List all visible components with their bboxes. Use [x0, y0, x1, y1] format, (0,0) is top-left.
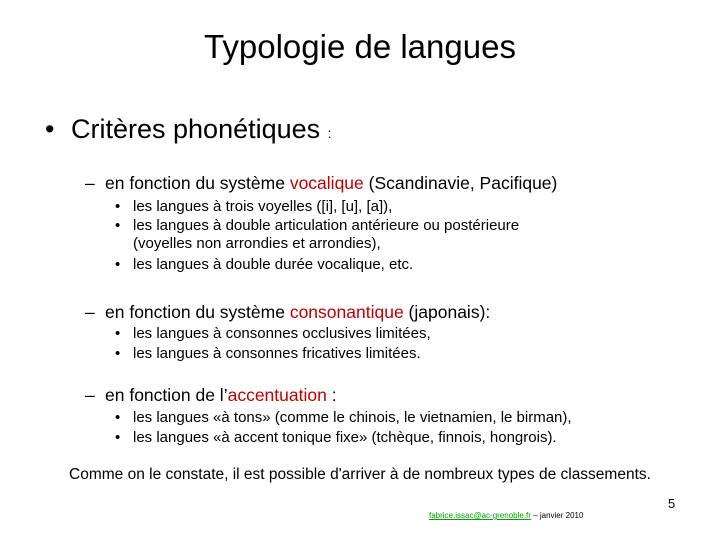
list-item-text: les langues «à accent tonique fixe» (tchèque, finnois, hongrois).: [133, 429, 557, 446]
section-vocalic: [85, 173, 557, 194]
author-credit: [429, 511, 583, 520]
heading-bullet: •: [45, 114, 55, 144]
section-suffix: :: [326, 385, 337, 405]
sub-bullet: •: [115, 256, 121, 273]
sub-bullet: •: [115, 325, 121, 342]
sub-bullet: •: [115, 429, 121, 446]
section-suffix: (japonais):: [403, 302, 491, 322]
section-consonantal: [85, 302, 490, 323]
list-item: [115, 429, 557, 447]
credit-date: – janvier 2010: [530, 511, 584, 520]
section-suffix: (Scandinavie, Pacifique): [363, 173, 558, 193]
section-keyword: accentuation: [227, 385, 327, 405]
list-item-text: les langues à consonnes occlusives limitées,: [133, 325, 431, 342]
section-prefix: en fonction du système: [105, 173, 290, 193]
section-dash: –: [85, 302, 95, 322]
section-dash: –: [85, 173, 95, 193]
list-item-text: les langues «à tons» (comme le chinois, le vietnamien, le birman),: [133, 409, 572, 426]
heading-phonetic-criteria: [45, 114, 332, 145]
section-dash: –: [85, 385, 95, 405]
list-item: [115, 325, 431, 343]
section-prefix: en fonction du système: [105, 302, 290, 322]
conclusion-text: Comme on le constate, il est possible d'arriver à de nombreux types de classements.: [69, 466, 651, 483]
list-item: [115, 256, 413, 274]
section-accentuation: [85, 385, 337, 406]
list-item: [115, 198, 392, 216]
heading-text: Critères phonétiques: [71, 114, 321, 144]
list-item-text: les langues à double durée vocalique, etc.: [133, 256, 414, 273]
section-keyword: vocalique: [289, 173, 364, 193]
slide-title: Typologie de langues: [204, 28, 516, 65]
list-item-text: les langues à trois voyelles ([i], [u], [a]),: [133, 198, 393, 215]
list-item: [115, 409, 572, 427]
sub-bullet: •: [115, 217, 121, 234]
author-email-link[interactable]: fabrice.issac@ac-grenoble.fr: [429, 511, 531, 520]
list-item: [115, 345, 421, 363]
list-item-text: les langues à double articulation antérieure ou postérieure: [133, 217, 520, 234]
section-prefix: en fonction de l’: [105, 385, 228, 405]
list-item: [115, 217, 519, 235]
page-number: 5: [668, 496, 676, 511]
heading-colon: :: [327, 125, 332, 141]
sub-bullet: •: [115, 345, 121, 362]
sub-bullet: •: [115, 409, 121, 426]
sub-bullet: •: [115, 198, 121, 215]
list-item-continuation: (voyelles non arrondies et arrondies),: [133, 235, 381, 252]
section-keyword: consonantique: [289, 302, 404, 322]
list-item-text: les langues à consonnes fricatives limitées.: [133, 345, 421, 362]
